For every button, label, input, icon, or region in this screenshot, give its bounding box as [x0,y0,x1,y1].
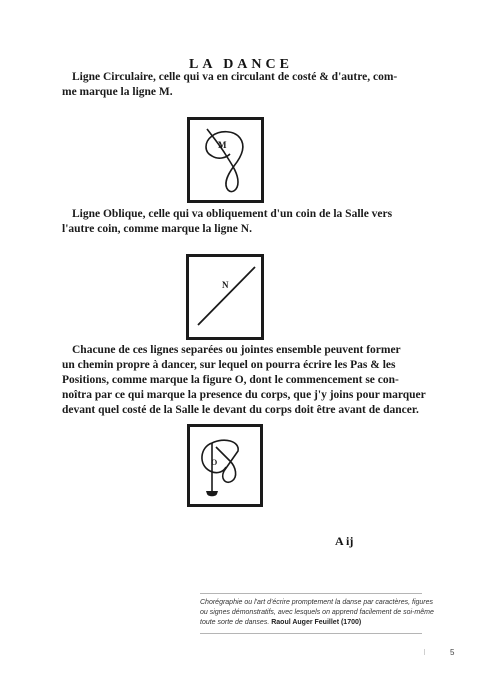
combined-path-icon [190,427,260,504]
caption-text: toute sorte de danses. [200,619,272,626]
text-line: me marque la ligne M. [62,86,173,98]
caption-line [200,618,422,628]
text-line: Chacune de ces lignes separées ou jointes ensemble peuvent former [72,344,401,356]
folio-signature: A ij [335,534,354,548]
text-line: Ligne Circulaire, celle qui va en circulant de costé & d'autre, com- [72,71,398,83]
text-line: Ligne Oblique, celle qui va obliquement d'un coin de la Salle vers [72,208,393,220]
paragraph-combined-lines [62,343,426,418]
image-caption [200,598,434,628]
text-line: noîtra par ce qui marque la presence du corps, que j'y joins pour marquer [62,389,426,401]
page-number: 5 [450,648,455,657]
text-line: devant quel costé de la Salle le devant du corps doit être avant de dancer. [62,404,419,416]
caption-credit: Raoul Auger Feuillet (1700) [271,619,362,626]
margin-tick [424,649,425,655]
figure-letter: M [218,140,227,150]
figure-letter: N [222,280,229,290]
figure-combined-path [187,424,263,507]
figure-oblique-line [186,254,264,340]
caption-box [200,593,434,634]
figure-circular-line [187,117,264,203]
caption-line: ou signes démonstratifs, avec lesquels on apprend facilement de soi-même [200,609,434,616]
running-head: LA DANCE [189,57,293,72]
text-line: l'autre coin, comme marque la ligne N. [62,223,252,235]
text-line: un chemin propre à dancer, sur lequel on pourra écrire les Pas & les [62,359,396,371]
text-line: Positions, comme marque la figure O, dont le commencement se con- [62,374,399,386]
figure-letter: O [211,458,218,467]
paragraph-circular-line [62,70,397,100]
paragraph-oblique-line [62,207,392,237]
oblique-line-icon [189,257,261,337]
circular-line-icon [190,120,261,200]
caption-line: Chorégraphie ou l'art d'écrire promptement la danse par caractères, figures [200,599,434,606]
